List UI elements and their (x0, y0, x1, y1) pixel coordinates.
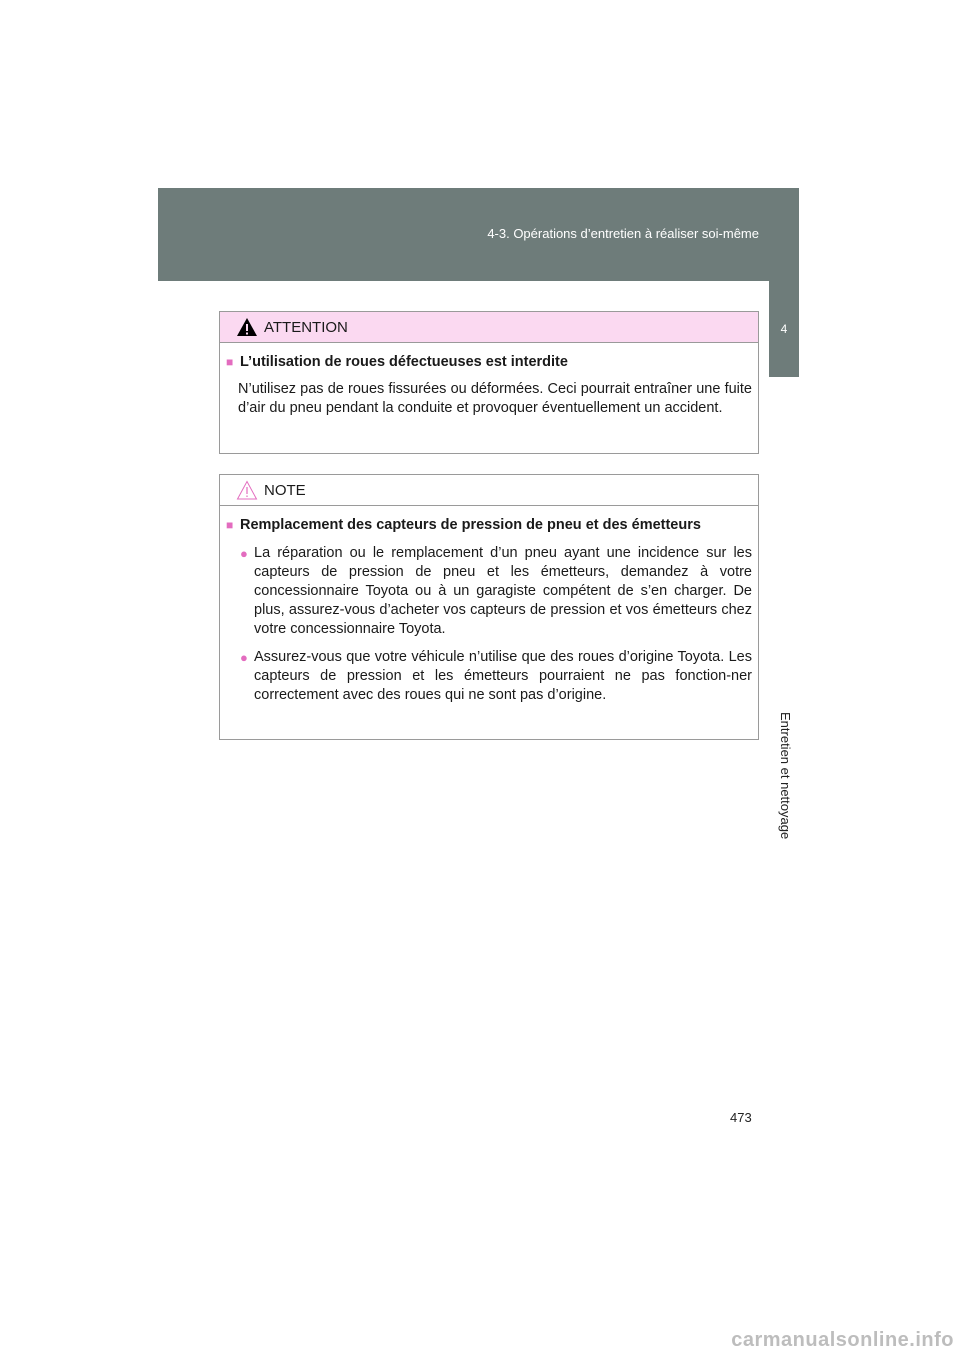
note-section-title (226, 516, 752, 535)
circle-bullet-icon: ● (240, 650, 248, 665)
attention-label: ATTENTION (264, 318, 348, 336)
attention-section-title (226, 353, 752, 372)
note-section-text: Remplacement des capteurs de pression de pneu et des émetteurs (240, 517, 701, 533)
attention-text: N’utilisez pas de roues fissurées ou déformées. Ceci pourrait entraîner une fuite d’air du pneu pendant la conduite et provoquer éventuellement un accident. (238, 381, 752, 416)
chapter-label-wrap (770, 712, 800, 862)
attention-header (220, 312, 758, 343)
chapter-number: 4 (769, 281, 799, 377)
note-header (220, 475, 758, 506)
list-item-text: Assurez-vous que votre véhicule n’utilise que des roues d’origine Toyota. Les capteurs de pression et les émetteurs pourraient ne pas fonction-ner correctement avec des roues qui ne sont pas d’origine. (254, 649, 752, 703)
circle-bullet-icon: ● (240, 546, 248, 561)
chapter-label: Entretien et nettoyage (778, 712, 793, 840)
list-item-text: La réparation ou le remplacement d’un pneu ayant une incidence sur les capteurs de pression de pneu et les émetteurs, demandez à votre concessionnaire Toyota ou à un garagiste compétent de s’en charger. De plus, assurez-vous d’acheter vos capteurs de pression et vos émetteurs chez votre concessionnaire Toyota. (254, 545, 752, 637)
attention-box (219, 311, 759, 454)
attention-body (220, 343, 758, 418)
note-label: NOTE (264, 481, 306, 499)
square-bullet-icon: ■ (226, 355, 234, 369)
attention-section-text: L’utilisation de roues défectueuses est interdite (240, 354, 568, 370)
chapter-title: 4-3. Opérations d’entretien à réaliser soi-même (487, 226, 759, 241)
square-bullet-icon: ■ (226, 518, 234, 532)
list-item (240, 544, 752, 639)
warning-icon (236, 317, 258, 337)
page-number: 473 (730, 1110, 752, 1125)
note-box (219, 474, 759, 740)
list-item (240, 648, 752, 705)
page-header (158, 188, 799, 281)
watermark: carmanualsonline.info (731, 1329, 954, 1351)
caution-outline-icon (236, 480, 258, 500)
note-body (220, 506, 758, 705)
